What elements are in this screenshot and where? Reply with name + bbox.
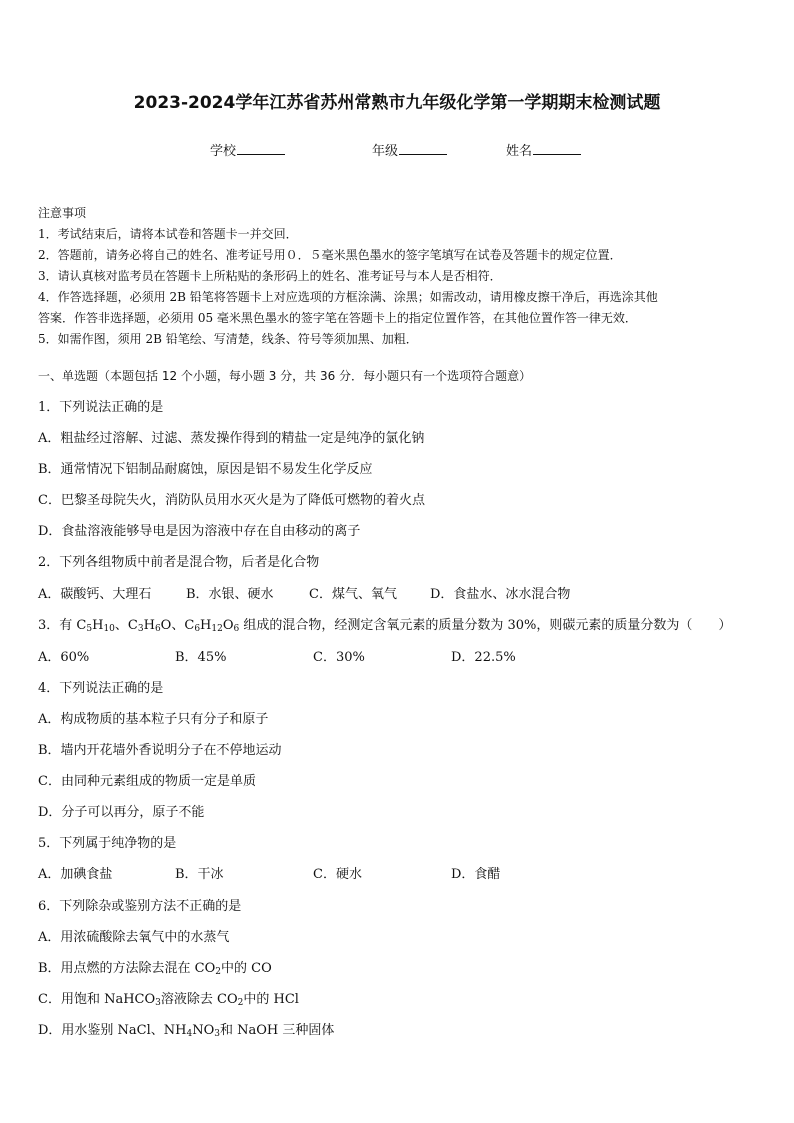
question-2-option-c[interactable]: C．煤气、氧气	[309, 587, 397, 602]
note-item: 1．考试结束后，请将本试卷和答题卡一并交回．	[38, 227, 298, 241]
question-3-option-c[interactable]: C．30%	[313, 650, 365, 665]
grade-label: 年级	[372, 144, 399, 159]
question-2-option-b[interactable]: B．水银、硬水	[186, 587, 274, 602]
question-4-option-a[interactable]: A．构成物质的基本粒子只有分子和原子	[38, 712, 269, 727]
name-field[interactable]	[506, 140, 581, 159]
question-1-option-b[interactable]: B．通常情况下铝制品耐腐蚀，原因是铝不易发生化学反应	[38, 462, 373, 477]
school-label: 学校	[210, 144, 237, 159]
question-4-stem: 4．下列说法正确的是	[38, 681, 164, 696]
question-5-stem: 5．下列属于纯净物的是	[38, 836, 177, 851]
question-6-option-c[interactable]: C．用饱和 NaHCO$_3$溶液除去 $CO_2$中的 HCl	[38, 992, 299, 1008]
grade-field[interactable]	[372, 140, 447, 159]
question-5-option-d[interactable]: D．食醋	[451, 867, 501, 882]
question-1-stem: 1．下列说法正确的是	[38, 400, 164, 415]
question-4-option-d[interactable]: D．分子可以再分，原子不能	[38, 805, 205, 820]
note-item: 3．请认真核对监考员在答题卡上所粘贴的条形码上的姓名、准考证号与本人是否相符．	[38, 269, 502, 283]
note-item: 答案．作答非选择题，必须用 05 毫米黑色墨水的签字笔在答题卡上的指定位置作答，在其他位置作答一律无效．	[38, 311, 637, 325]
notes-heading: 注意事项	[38, 206, 87, 220]
question-1-option-a[interactable]: A．粗盐经过溶解、过滤、蒸发操作得到的精盐一定是纯净的氯化钠	[38, 431, 425, 446]
name-label: 姓名	[506, 144, 533, 159]
question-6-option-b[interactable]: B．用点燃的方法除去混在 $CO_2$中的 CO	[38, 961, 272, 977]
school-field[interactable]	[210, 140, 285, 159]
student-info-line	[0, 140, 794, 160]
question-3-option-a[interactable]: A．60%	[38, 650, 90, 665]
note-item: 4．作答选择题，必须用 2B 铅笔将答题卡上对应选项的方框涂满、涂黑；如需改动，请用橡皮擦干净后，再选涂其他	[38, 290, 658, 304]
question-5-option-c[interactable]: C．硬水	[313, 867, 362, 882]
question-1-option-d[interactable]: D．食盐溶液能够导电是因为溶液中存在自由移动的离子	[38, 524, 361, 539]
question-4-option-c[interactable]: C．由同种元素组成的物质一定是单质	[38, 774, 256, 789]
question-6-option-d[interactable]: D．用水鉴别 NaCl、$NH_4NO_3$和 NaOH 三种固体	[38, 1023, 335, 1039]
question-5-option-b[interactable]: B．干冰	[175, 867, 224, 882]
grade-blank[interactable]	[399, 140, 447, 155]
notes-block	[38, 203, 758, 350]
question-2-stem: 2．下列各组物质中前者是混合物，后者是化合物	[38, 555, 320, 570]
question-3-stem: 3．有 $C_5H_{10}$、$C_3H_6O$、$C_6H_{12}O_6$ 组成的混合物，经测定含氧元素的质量分数为 30%，则碳元素的质量分数为（ ）	[38, 618, 732, 634]
name-blank[interactable]	[533, 140, 581, 155]
exam-title: 2023-2024学年江苏省苏州常熟市九年级化学第一学期期末检测试题	[133, 93, 661, 113]
school-blank[interactable]	[237, 140, 285, 155]
question-4-option-b[interactable]: B．墙内开花墙外香说明分子在不停地运动	[38, 743, 282, 758]
note-item: 5．如需作图，须用 2B 铅笔绘、写清楚，线条、符号等须加黑、加粗．	[38, 332, 418, 346]
question-6-option-a[interactable]: A．用浓硫酸除去氧气中的水蒸气	[38, 930, 230, 945]
question-3-option-b[interactable]: B．45%	[175, 650, 227, 665]
question-6-stem: 6．下列除杂或鉴别方法不正确的是	[38, 899, 242, 914]
question-2-option-a[interactable]: A．碳酸钙、大理石	[38, 587, 152, 602]
note-item: 2．答题前，请务必将自己的姓名、准考证号用０．５毫米黑色墨水的签字笔填写在试卷及答题卡的规定位置．	[38, 248, 622, 262]
section-heading: 一、单选题（本题包括 12 个小题，每小题 3 分，共 36 分．每小题只有一个选项符合题意）	[38, 369, 532, 383]
question-1-option-c[interactable]: C．巴黎圣母院失火，消防队员用水灭火是为了降低可燃物的着火点	[38, 493, 425, 508]
question-3-option-d[interactable]: D．22.5%	[451, 650, 516, 665]
question-2-option-d[interactable]: D．食盐水、冰水混合物	[430, 587, 571, 602]
question-5-option-a[interactable]: A．加碘食盐	[38, 867, 113, 882]
